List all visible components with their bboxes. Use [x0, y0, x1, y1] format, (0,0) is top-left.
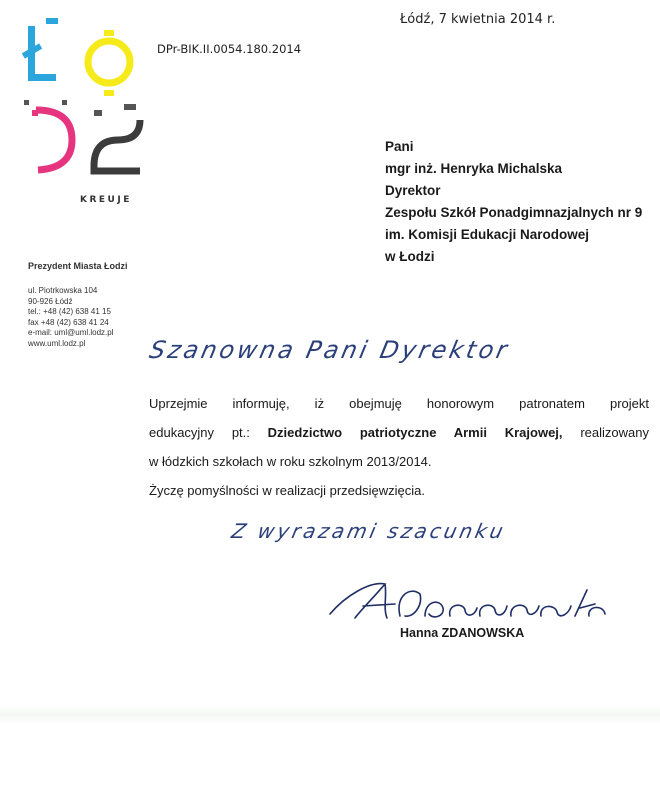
body-text-fragment: edukacyjny pt.: [149, 425, 250, 440]
letter-date: Łódź, 7 kwietnia 2014 r. [400, 12, 556, 27]
letter-body [149, 389, 649, 505]
logo-wordmark: KREUJE [80, 195, 132, 205]
signature-icon [325, 576, 610, 626]
body-line [149, 418, 649, 447]
body-line: Życzę pomyślności w realizacji przedsięwzięcia. [149, 483, 425, 498]
sender-email: e-mail: uml@uml.lodz.pl [28, 328, 114, 337]
sender-block [28, 261, 128, 349]
scan-artifact [0, 705, 660, 725]
handwritten-salutation: Szanowna Pani Dyrektor [147, 336, 513, 364]
reference-number: DPr-BIK.II.0054.180.2014 [157, 42, 302, 56]
sender-title: Prezydent Miasta Łodzi [28, 261, 128, 271]
addressee-line: Zespołu Szkół Ponadgimnazjalnych nr 9 [385, 205, 643, 220]
addressee-line: Pani [385, 139, 414, 154]
sender-address: ul. Piotrkowska 104 [28, 286, 98, 295]
addressee-line: mgr inż. Henryka Michalska [385, 161, 563, 176]
addressee-line: Dyrektor [385, 183, 441, 198]
city-logo [22, 18, 152, 208]
sender-fax: fax +48 (42) 638 41 24 [28, 317, 109, 327]
sender-postal: 90-926 Łódź [28, 296, 73, 306]
addressee-block [385, 136, 642, 268]
body-line: Uprzejmie informuję, iż obejmuję honorowym patronatem projekt [149, 396, 649, 411]
sender-phone: tel.: +48 (42) 638 41 15 [28, 307, 111, 316]
addressee-line: w Łodzi [385, 249, 435, 264]
body-text-fragment: realizowany [580, 425, 649, 440]
lodz-logo-icon [22, 18, 152, 193]
sender-website: www.uml.lodz.pl [28, 338, 86, 348]
addressee-line: im. Komisji Edukacji Narodowej [385, 227, 590, 242]
handwritten-closing: Z wyrazami szacunku [229, 519, 509, 543]
handwritten-signature [325, 576, 610, 626]
project-title: Dziedzictwo patriotyczne Armii Krajowej, [267, 425, 563, 440]
body-line: w łódzkich szkołach w roku szkolnym 2013/2014. [149, 454, 432, 469]
signer-name: Hanna ZDANOWSKA [400, 626, 525, 640]
